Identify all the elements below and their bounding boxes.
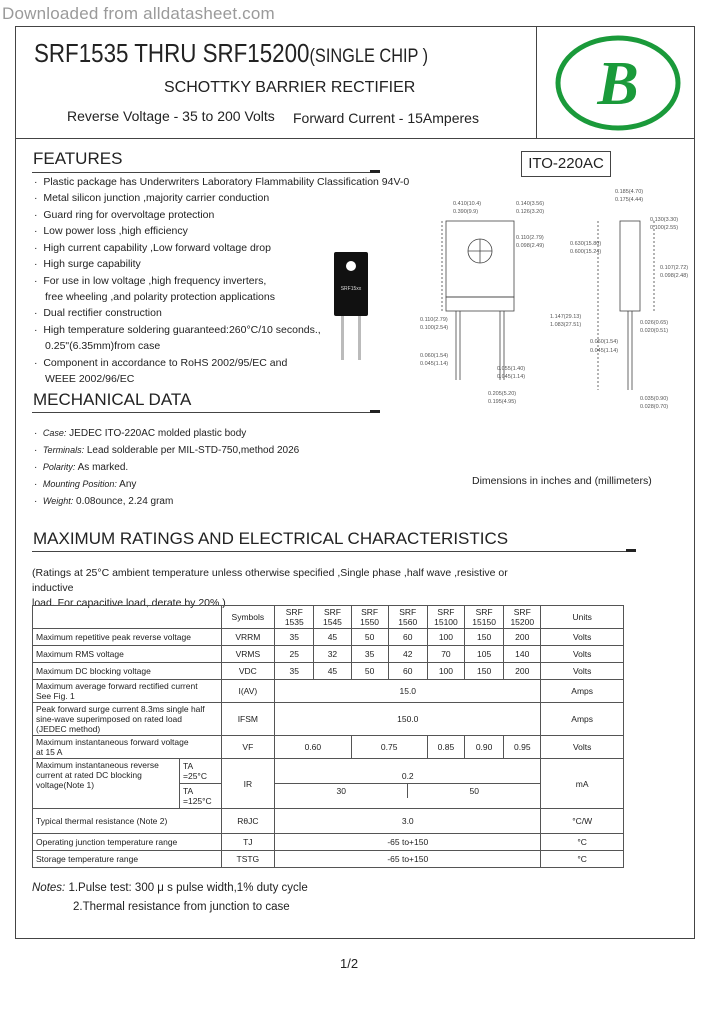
- features-rule: [32, 172, 378, 173]
- table-row: Maximum repetitive peak reverse voltage VRRM 35 45 50 60 100 150 200 Volts: [33, 629, 624, 646]
- svg-text:0.126(3.20): 0.126(3.20): [516, 209, 545, 215]
- header-divider: [536, 26, 537, 139]
- notes-label: Notes:: [32, 882, 66, 894]
- ratings-rule-mark: [626, 549, 636, 552]
- svg-text:0.600(15.24): 0.600(15.24): [570, 249, 602, 255]
- mechanical-heading: MECHANICAL DATA: [33, 390, 192, 409]
- header-units: Units: [541, 606, 624, 629]
- title-suffix: (SINGLE CHIP ): [309, 46, 429, 67]
- svg-text:0.100(2.54): 0.100(2.54): [420, 325, 449, 331]
- header-part: SRF 1560: [388, 606, 427, 629]
- ratings-heading: MAXIMUM RATINGS AND ELECTRICAL CHARACTERISTICS: [33, 529, 509, 548]
- mechanical-rule: [32, 412, 378, 413]
- svg-text:0.035(0.90): 0.035(0.90): [640, 396, 669, 402]
- feature-item: · Component in accordance to RoHS 2002/95/EC and: [34, 357, 288, 369]
- watermark: Downloaded from alldatasheet.com: [2, 4, 275, 23]
- header-part: SRF 1550: [351, 606, 388, 629]
- svg-text:0.195(4.95): 0.195(4.95): [488, 399, 517, 405]
- table-row: Maximum RMS voltage VRMS 25 32 35 42 70 105 140 Volts: [33, 646, 624, 663]
- svg-text:1.083(27.51): 1.083(27.51): [550, 322, 582, 328]
- ratings-note-line: load. For capacitive load, derate by 20%.): [32, 597, 226, 609]
- dimension-drawing: [420, 185, 695, 430]
- dimensions-note: Dimensions in inches and (millimeters): [472, 475, 652, 487]
- ratings-table: [32, 605, 624, 868]
- svg-text:0.630(15.80): 0.630(15.80): [570, 241, 602, 247]
- note-2: 2.Thermal resistance from junction to case: [73, 901, 290, 913]
- svg-text:0.410(10.4): 0.410(10.4): [453, 201, 482, 207]
- subtitle: SCHOTTKY BARRIER RECTIFIER: [164, 79, 416, 96]
- svg-text:0.045(1.14): 0.045(1.14): [497, 374, 526, 380]
- svg-text:0.130(3.30): 0.130(3.30): [650, 217, 679, 223]
- mechanical-item: · Terminals: Lead solderable per MIL-STD-750,method 2026: [34, 445, 300, 456]
- feature-item: · For use in low voltage ,high frequency inverters,: [34, 275, 267, 287]
- svg-text:0.175(4.44): 0.175(4.44): [615, 197, 644, 203]
- svg-text:0.020(0.51): 0.020(0.51): [640, 328, 669, 334]
- header-symbols: Symbols: [221, 606, 275, 629]
- table-row: Peak forward surge current 8.3ms single half sine-wave superimposed on rated load (JEDEC method) IFSM 150.0 Amps: [33, 703, 624, 736]
- ratings-note-line: (Ratings at 25°C ambient temperature unless otherwise specified ,Single phase ,half wave ,resistive or inductive: [32, 567, 508, 594]
- svg-text:0.045(1.14): 0.045(1.14): [590, 348, 619, 354]
- mechanical-item: · Mounting Position: Any: [34, 479, 137, 490]
- svg-text:0.100(2.55): 0.100(2.55): [650, 225, 679, 231]
- table-header-row: [33, 606, 624, 629]
- table-row: Storage temperature range TSTG -65 to+150 °C: [33, 851, 624, 868]
- brand-logo-icon: [553, 34, 683, 132]
- table-row: Typical thermal resistance (Note 2) RθJC 3.0 °C/W: [33, 809, 624, 834]
- table-row: Maximum instantaneous reverse current at rated DC blocking voltage(Note 1) TA =25°C TA =125°C IR 0.2 30 50 mA: [33, 759, 624, 809]
- table-row: Operating junction temperature range TJ -65 to+150 °C: [33, 834, 624, 851]
- svg-text:0.140(3.56): 0.140(3.56): [516, 201, 545, 207]
- svg-text:0.390(9.9): 0.390(9.9): [453, 209, 479, 215]
- svg-text:0.098(2.49): 0.098(2.49): [516, 243, 545, 249]
- svg-text:0.060(1.54): 0.060(1.54): [590, 339, 619, 345]
- features-rule-mark: [370, 170, 380, 173]
- page-number: 1/2: [340, 956, 359, 971]
- feature-item: WEEE 2002/96/EC: [45, 373, 135, 385]
- svg-text:0.055(1.40): 0.055(1.40): [497, 366, 526, 372]
- svg-text:0.205(5.20): 0.205(5.20): [488, 391, 517, 397]
- header-part: SRF 15100: [427, 606, 464, 629]
- table-row: Maximum DC blocking voltage VDC 35 45 50 60 100 150 200 Volts: [33, 663, 624, 680]
- package-photo: [332, 248, 372, 363]
- mechanical-list: [34, 425, 454, 510]
- svg-text:0.110(2.79): 0.110(2.79): [516, 235, 544, 241]
- package-name: ITO-220AC: [521, 151, 611, 177]
- note-1: 1.Pulse test: 300 μ s pulse width,1% duty cycle: [65, 882, 308, 894]
- ratings-rule: [32, 551, 636, 552]
- svg-text:0.110(2.79): 0.110(2.79): [420, 317, 448, 323]
- device-label: SRF15xx: [340, 286, 362, 292]
- feature-item: · High surge capability: [34, 258, 141, 270]
- feature-item: · Metal silicon junction ,majority carrier conduction: [34, 192, 270, 204]
- svg-text:0.026(0.65): 0.026(0.65): [640, 320, 669, 326]
- mechanical-item: · Polarity: As marked.: [34, 462, 129, 473]
- header-part: SRF 1535: [275, 606, 314, 629]
- header-part: SRF 15150: [465, 606, 504, 629]
- svg-text:0.107(2.72): 0.107(2.72): [660, 265, 689, 271]
- table-row: Maximum instantaneous forward voltage at 15 A VF 0.60 0.75 0.85 0.90 0.95 Volts: [33, 736, 624, 759]
- feature-item: · High current capability ,Low forward voltage drop: [34, 242, 271, 254]
- logo-letter: B: [597, 50, 639, 118]
- feature-item: · Plastic package has Underwriters Laboratory Flammability Classification 94V-0: [34, 176, 410, 188]
- svg-text:0.045(1.14): 0.045(1.14): [420, 361, 449, 367]
- header-part: SRF 15200: [504, 606, 541, 629]
- table-row: Maximum average forward rectified current See Fig. 1 I(AV) 15.0 Amps: [33, 680, 624, 703]
- feature-item: · Guard ring for overvoltage protection: [34, 209, 215, 221]
- svg-text:0.060(1.54): 0.060(1.54): [420, 353, 449, 359]
- features-heading: FEATURES: [33, 149, 123, 168]
- feature-item: · High temperature soldering guaranteed:260°C/10 seconds.,: [34, 324, 321, 336]
- notes: [32, 879, 308, 917]
- feature-item: 0.25"(6.35mm)from case: [45, 340, 161, 352]
- forward-current: Forward Current - 15Amperes: [293, 110, 479, 126]
- title-main: SRF1535 THRU SRF15200: [34, 38, 310, 68]
- mechanical-item: · Case: JEDEC ITO-220AC molded plastic body: [34, 428, 247, 439]
- feature-item: · Low power loss ,high efficiency: [34, 225, 188, 237]
- reverse-voltage: Reverse Voltage - 35 to 200 Volts: [67, 108, 275, 124]
- feature-item: · Dual rectifier construction: [34, 307, 162, 319]
- header-part: SRF 1545: [314, 606, 351, 629]
- page-title: [34, 38, 428, 69]
- feature-item: free wheeling ,and polarity protection applications: [45, 291, 275, 303]
- mechanical-rule-mark: [370, 410, 380, 413]
- svg-text:0.185(4.70): 0.185(4.70): [615, 189, 644, 195]
- svg-text:1.147(29.13): 1.147(29.13): [550, 314, 582, 320]
- svg-text:0.098(2.48): 0.098(2.48): [660, 273, 689, 279]
- mechanical-item: · Weight: 0.08ounce, 2.24 gram: [34, 496, 174, 507]
- svg-text:0.028(0.70): 0.028(0.70): [640, 404, 669, 410]
